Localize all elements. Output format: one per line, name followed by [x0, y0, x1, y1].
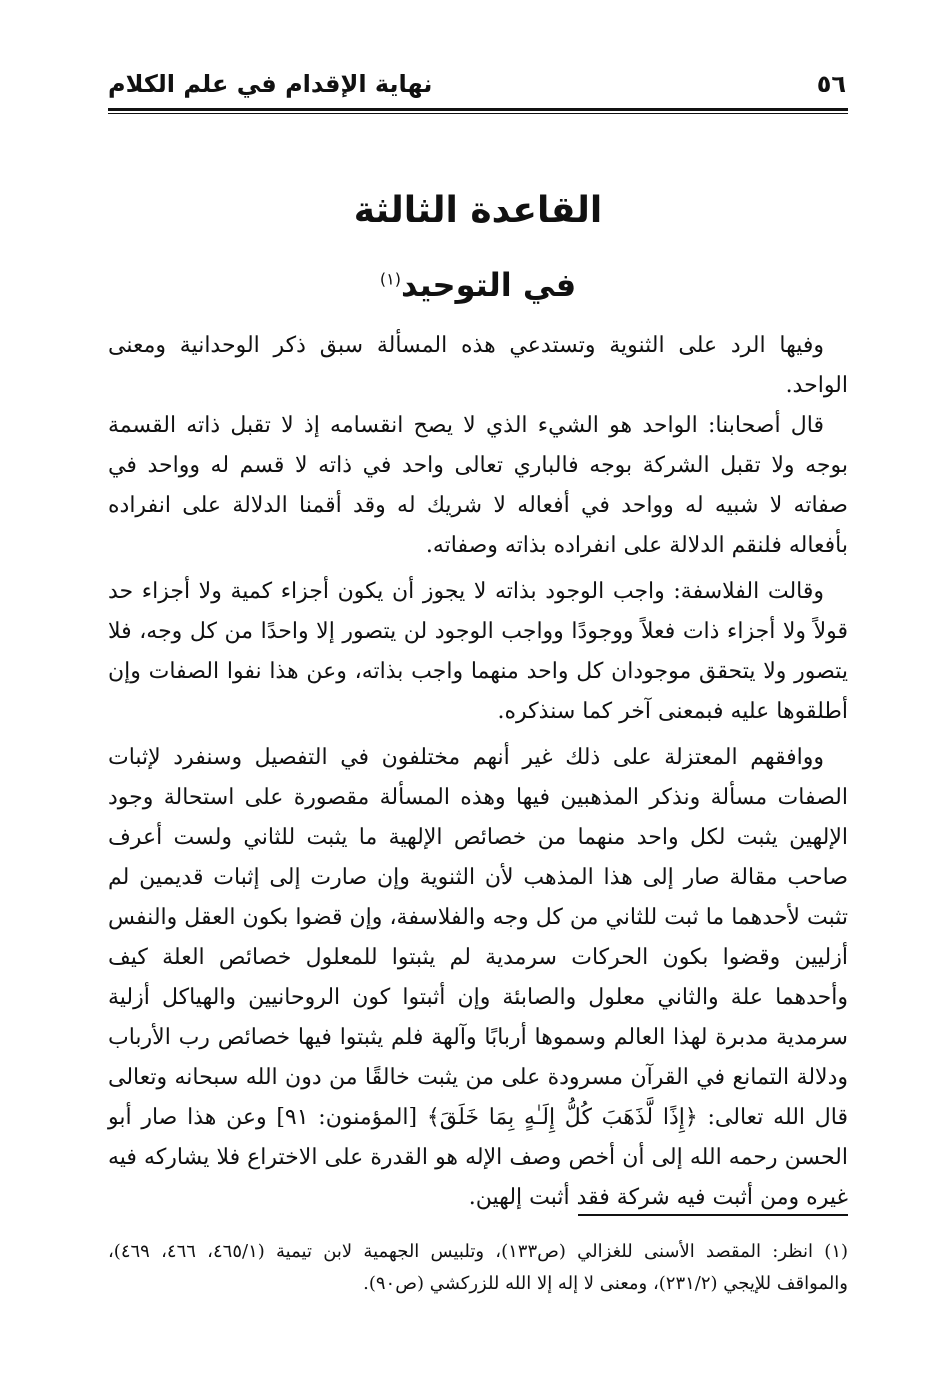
- footnote: (١) انظر: المقصد الأسنى للغزالي (ص١٣٣)، وتلبيس الجهمية لابن تيمية (٤٦٥/١، ٤٦٦، ٤٦٩)، والمواقف للإيجي (٢٣١/٢)، ومعنى لا إله إلا الله للزركشي (ص٩٠).: [108, 1241, 849, 1294]
- paragraph: وفيها الرد على الثنوية وتستدعي هذه المسألة سبق ذكر الوحدانية ومعنى الواحد.: [108, 333, 848, 398]
- paragraph: قال أصحابنا: الواحد هو الشيء الذي لا يصح انقسامه إذ لا تقبل ذاته القسمة بوجه ولا تقبل الشركة بوجه فالباري تعالى واحد في ذاته لا قسم له وواحد في صفاته لا شبيه له وواحد في أفعاله لا شريك له وقد أقمنا الدلالة على انفراده بأفعاله فلنقم الدلالة على انفراده بذاته وصفاته.: [108, 413, 848, 558]
- footnote-reference: (١): [379, 269, 401, 289]
- running-header: [108, 66, 848, 106]
- running-title: نهاية الإقدام في علم الكلام: [108, 70, 433, 98]
- body-text: [108, 326, 848, 1218]
- footnotes: [108, 1236, 848, 1300]
- section-title-text: في التوحيد: [400, 266, 577, 304]
- header-rule: [108, 108, 848, 114]
- paragraph: ووافقهم المعتزلة على ذلك غير أنهم مختلفون في التفصيل وسنفرد لإثبات الصفات مسألة ونذكر المذهبين فيها وهذه المسألة مقصورة على استحالة وجود الإلهين يثبت لكل واحد منهما من خصائص الإلهية ما يثبت للثاني ولست أعرف صاحب مقالة صار إلى هذا المذهب لأن الثنوية وإن صارت إلى إثبات قديمين لم تثبت لأحدهما ما ثبت للثاني من كل وجه والفلاسفة، وإن قضوا بكون العقل والنفس أزليين وقضوا بكون الحركات سرمدية لم يثبتوا للمعلول خصائص العلة كيف وأحدهما علة والثاني معلول والصابئة وإن أثبتوا كون الروحانيين والهياكل أزلية سرمدية مدبرة لهذا العالم وسموها أربابًا وآلهة فلم يثبتوا فيها خصائص رب الأرباب ودلالة التمانع في القرآن مسرودة على من يثبت خالقًا من دون الله سبحانه وتعالى قال الله تعالى: ﴿إِذًا لَّذَهَبَ كُلُّ إِلَـٰهٍ بِمَا خَلَقَ﴾ [المؤمنون: ٩١] وعن هذا صار أبو الحسن رحمه الله إلى أن أخص وصف الإله هو القدرة على الاختراع فلا يشاركه فيه غيره ومن أثبت فيه شركة فقد أثبت إلهين.: [108, 745, 848, 1210]
- section-title: [108, 266, 848, 304]
- chapter-title: القاعدة الثالثة: [353, 190, 603, 231]
- paragraph: وقالت الفلاسفة: واجب الوجود بذاته لا يجوز أن يكون أجزاء كمية ولا أجزاء حد قولاً ولا أجزاء ذات فعلاً ووجودًا وواجب الوجود لن يتصور إلا واحدًا من كل وجه، فلا يتصور ولا يتحقق موجودان كل واحد منهما واجب بذاته، وعن هذا نفوا الصفات وإن أطلقوها عليه فبمعنى آخر كما سنذكره.: [108, 579, 848, 724]
- footnote-rule: [578, 1214, 848, 1216]
- page-number: ٥٦: [816, 70, 846, 98]
